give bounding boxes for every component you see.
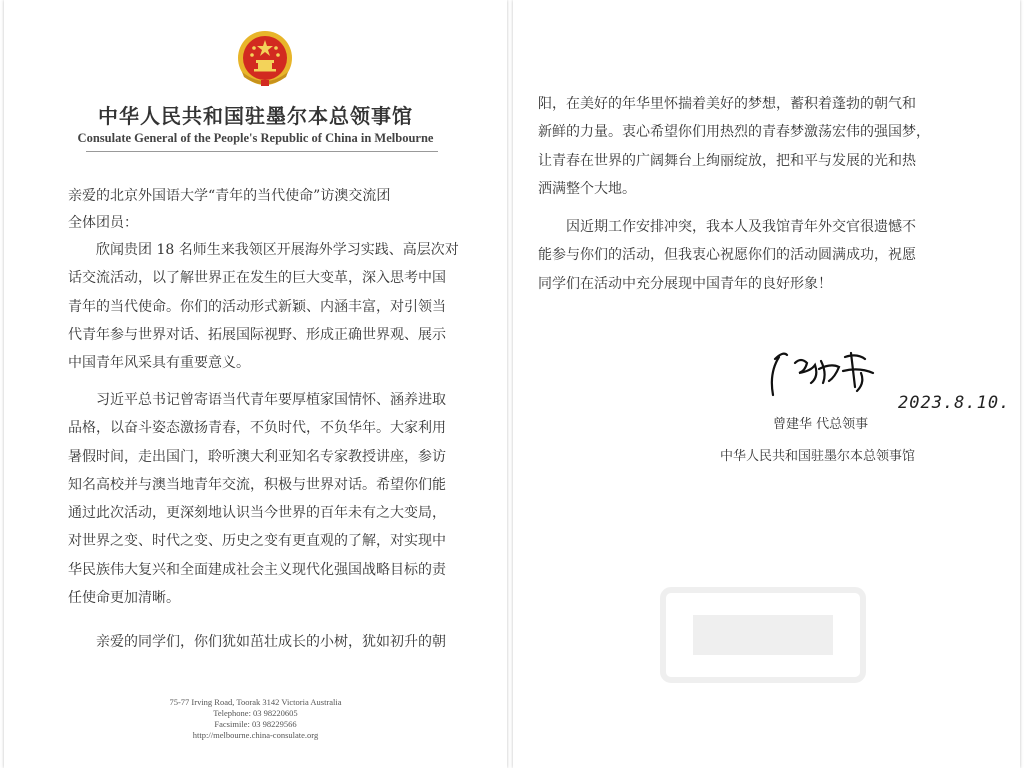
consulate-name-en: Consulate General of the People's Republic of China in Melbourne xyxy=(77,131,434,145)
footer-facsimile: Facsimile: 03 98229566 xyxy=(214,719,297,729)
paragraph-line: 话交流活动，以了解世界正在发生的巨大变革，深入思考中国 xyxy=(68,270,446,287)
salutation-line: 全体团员： xyxy=(68,215,138,231)
paragraph-line: 暑假时间，走出国门，聆听澳大利亚知名专家教授讲座，参访 xyxy=(68,448,446,465)
paragraph-line: 对世界之变、时代之变、历史之变有更直观的了解，对实现中 xyxy=(68,533,446,550)
paragraph-line: 品格，以奋斗姿态激扬青春，不负时代，不负华年。大家利用 xyxy=(68,420,446,437)
signature-date: 2023.8.10. xyxy=(898,393,1011,413)
salutation xyxy=(68,183,390,237)
paragraph-line: 习近平总书记曾寄语当代青年要厚植家国情怀、涵养进取 xyxy=(96,392,446,408)
paragraph-line: 阳，在美好的年华里怀揣着美好的梦想，蓄积着蓬勃的朝气和 xyxy=(538,96,916,112)
letter-paragraph-3-continued xyxy=(538,90,930,203)
paragraph-line: 新鲜的力量。衷心希望你们用热烈的青春梦激荡宏伟的强国梦， xyxy=(538,124,930,141)
paragraph-line: 中国青年风采具有重要意义。 xyxy=(68,355,250,372)
consulate-name-cn: 中华人民共和国驻墨尔本总领事馆 xyxy=(98,104,413,128)
header-divider xyxy=(86,151,438,152)
signer-organization: 中华人民共和国驻墨尔本总领事馆 xyxy=(720,449,916,464)
footer-website: http://melbourne.china-consulate.org xyxy=(192,730,319,740)
paragraph-line: 因近期工作安排冲突，我本人及我馆青年外交官很遗憾不 xyxy=(566,219,916,235)
letter-paragraph-3 xyxy=(68,628,446,656)
paragraph-line: 让青春在世界的广阔舞台上绚丽绽放，把和平与发展的光和热 xyxy=(538,152,916,169)
paragraph-line: 知名高校并与澳当地青年交流，积极与世界对话。希望你们能 xyxy=(68,476,446,493)
consulate-address-footer xyxy=(4,697,507,741)
letter-paragraph-4 xyxy=(538,213,916,298)
paragraph-line: 能参与你们的活动，但我衷心祝愿你们的活动圆满成功，祝愿 xyxy=(538,247,916,264)
paragraph-line: 欣闻贵团 18 名师生来我领区开展海外学习实践、高层次对 xyxy=(96,242,459,258)
paragraph-line: 通过此次活动，更深刻地认识当今世界的百年未有之大变局， xyxy=(68,505,446,522)
paragraph-line: 洒满整个大地。 xyxy=(538,180,636,197)
paragraph-line: 亲爱的同学们，你们犹如茁壮成长的小树，犹如初升的朝 xyxy=(96,634,446,650)
paragraph-line: 华民族伟大复兴和全面建成社会主义现代化强国战略目标的责 xyxy=(68,561,446,578)
salutation-line: 亲爱的北京外国语大学“青年的当代使命”访澳交流团 xyxy=(68,188,391,204)
signer-name-title: 曾建华 代总领事 xyxy=(773,417,869,432)
footer-telephone: Telephone: 03 98220605 xyxy=(213,708,298,718)
paragraph-line: 青年的当代使命。你们的活动形式新颖、内涵丰富，对引领当 xyxy=(68,298,446,315)
paragraph-line: 任使命更加清晰。 xyxy=(68,590,180,607)
national-emblem-icon xyxy=(234,28,296,90)
paragraph-line: 代青年参与世界对话、拓展国际视野、形成正确世界观、展示 xyxy=(68,326,446,343)
letter-paragraph-2 xyxy=(68,386,446,612)
letter-page-2 xyxy=(513,0,1020,768)
paper-watermark xyxy=(653,580,873,690)
letter-paragraph-1 xyxy=(68,236,459,377)
handwritten-signature xyxy=(761,343,891,403)
paragraph-line: 同学们在活动中充分展现中国青年的良好形象！ xyxy=(538,275,832,292)
footer-address: 75-77 Irving Road, Toorak 3142 Victoria Australia xyxy=(169,697,342,707)
letter-page-1 xyxy=(4,0,507,768)
